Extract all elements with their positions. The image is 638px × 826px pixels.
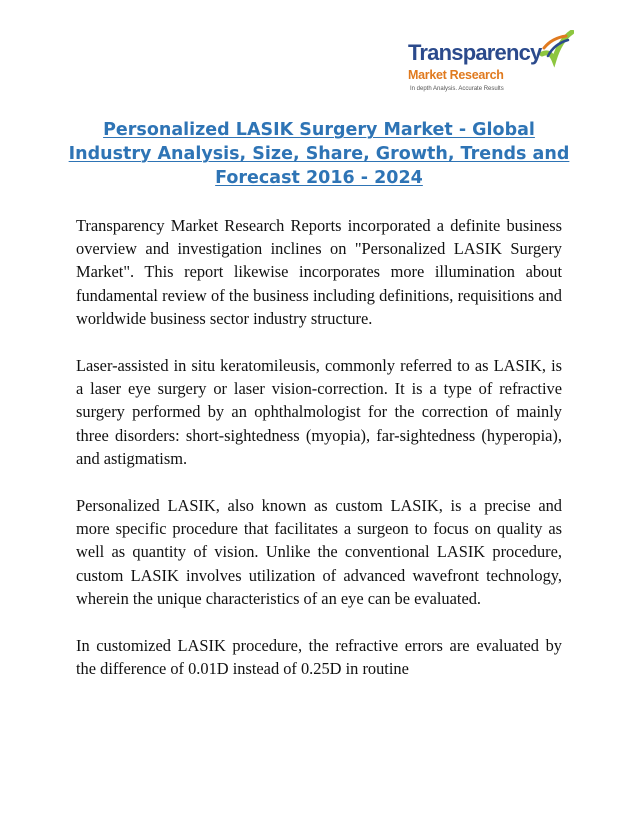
document-title[interactable]: Personalized LASIK Surgery Market - Global Industry Analysis, Size, Share, Growth, Trends and Forecast 2016 - 2024 [68,120,570,188]
paragraph-4: In customized LASIK procedure, the refractive errors are evaluated by the difference of 0.01D instead of 0.25D in routine [76,636,562,679]
paragraph-1: Transparency Market Research Reports incorporated a definite business overview and investigation inclines on "Personalized LASIK Surgery Market". This report likewise incorporates more illumination about fundamental review of the business including definitions, requisitions and worldwide business sector industry structure. [76,216,562,328]
company-logo [408,30,588,100]
logo-name: Transparency [408,40,542,65]
paragraph-2: Laser-assisted in situ keratomileusis, commonly referred to as LASIK, is a laser eye surgery or laser vision-correction. It is a type of refractive surgery performed by an ophthalmologist for the correction of mainly three disorders: short-sightedness (myopia), far-sightedness (hyperopia), and astigmatism. [76,356,562,468]
document-body [76,214,562,704]
checkmark-logo-icon [538,30,574,70]
logo-subtitle: Market Research [408,68,504,82]
logo-tagline: In depth Analysis. Accurate Results [410,86,504,92]
paragraph-3: Personalized LASIK, also known as custom LASIK, is a precise and more specific procedure that facilitates a surgeon to focus on quality as well as quantity of vision. Unlike the conventional LASIK procedure, custom LASIK involves utilization of advanced wavefront technology, wherein the unique characteristics of an eye can be evaluated. [76,496,562,608]
